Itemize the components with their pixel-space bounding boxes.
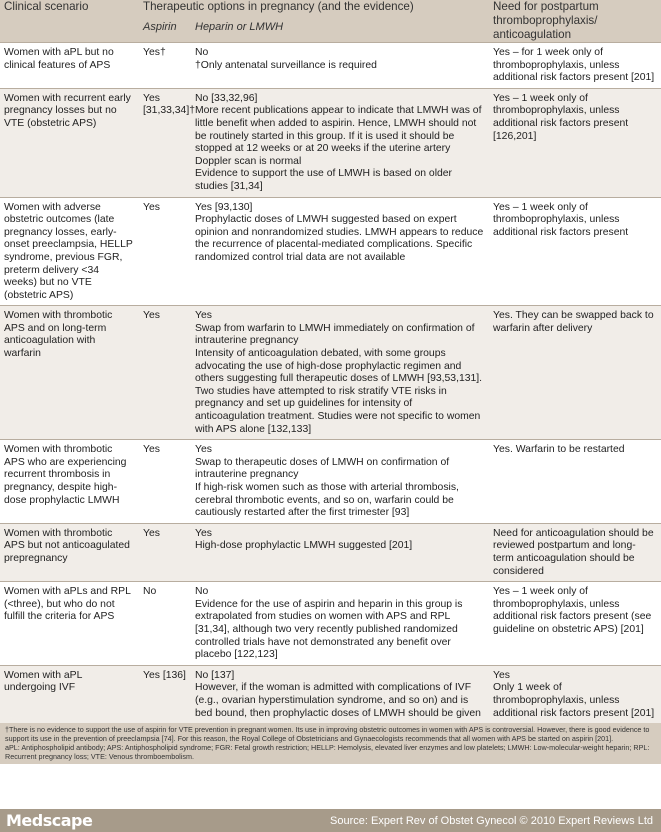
table-row — [0, 306, 661, 440]
table-row — [0, 440, 661, 524]
cell-postpartum: Yes – 1 week only of thromboprophylaxis, unless additional risk factors present — [489, 197, 661, 306]
cell-postpartum: Yes. Warfarin to be restarted — [489, 440, 661, 524]
heparin-line: Yes — [195, 444, 212, 456]
cell-scenario: Women with thrombotic APS and on long-term anticoagulation with warfarin — [0, 306, 139, 440]
heparin-line: More recent publications appear to indicate that LMWH was of little benefit when added to aspirin. Hence, LMWH should not be routinely started in this group. If it is used it should be stopped at 12 weeks or at 20 weeks if the uterine artery Doppler scan is normal — [195, 105, 482, 167]
cell-scenario: Women with aPL but no clinical features of APS — [0, 43, 139, 89]
cell-heparin — [191, 197, 489, 306]
cell-heparin — [191, 88, 489, 197]
heparin-line: No [137] — [195, 669, 235, 681]
cell-heparin — [191, 43, 489, 89]
cell-aspirin: Yes [31,33,34]† — [139, 88, 191, 197]
table-row — [0, 582, 661, 666]
footnote-box — [0, 723, 661, 764]
cell-aspirin: No — [139, 582, 191, 666]
cell-aspirin: Yes — [139, 306, 191, 440]
cell-scenario: Women with thrombotic APS but not anticoagulated prepregnancy — [0, 523, 139, 581]
heparin-line: No — [195, 586, 209, 598]
footnote-abbreviations: aPL: Antiphospholipid antibody; APS: Antiphospholipid syndrome; FGR: Fetal growth restriction; HELLP: Hemolysis, elevated liver enzymes and low platelets; LMWH: Low-molecular-weight heparin; RPL: Recurrent pregnancy loss; VTE: Venous thromboembolism. — [5, 743, 650, 762]
table-row — [0, 523, 661, 581]
footnote-dagger: †There is no evidence to support the use of aspirin for VTE prevention in pregnant women. Its use in improving obstetric outcomes in women with APS is controversial. However, there is good evidence to support its use in the prevention of preeclampsia [74]. For this reason, the Royal College of Obstetricians and Gynaecologists recommends that all women with APS be started on aspirin [201]. — [5, 725, 650, 744]
heparin-line: Yes [93,130] — [195, 201, 253, 213]
heparin-line: Evidence to support the use of LMWH is based on older studies [31,34] — [195, 168, 453, 192]
cell-scenario: Women with thrombotic APS who are experiencing recurrent thrombosis in pregnancy, despite high-dose prophylactic LMWH — [0, 440, 139, 524]
heparin-line: No [33,32,96] — [195, 92, 258, 104]
header-therapeutic-options: Therapeutic options in pregnancy (and the evidence) — [139, 0, 489, 20]
header-clinical-scenario: Clinical scenario — [0, 0, 139, 43]
cell-scenario: Women with adverse obstetric outcomes (late pregnancy losses, early-onset preeclampsia, HELLP syndrome, previous FGR, preterm delivery <34 weeks) but no VTE (obstetric APS) — [0, 197, 139, 306]
heparin-line: Yes — [195, 310, 212, 322]
cell-aspirin: Yes — [139, 440, 191, 524]
table-row — [0, 197, 661, 306]
cell-aspirin: Yes — [139, 523, 191, 581]
cell-scenario: Women with recurrent early pregnancy losses but no VTE (obstetric APS) — [0, 88, 139, 197]
table-row — [0, 665, 661, 723]
medscape-logo: Medscape — [6, 811, 93, 830]
cell-heparin — [191, 665, 489, 723]
cell-postpartum: Yes – 1 week only of thromboprophylaxis, unless additional risk factors present [126,201] — [489, 88, 661, 197]
header-heparin: Heparin or LMWH — [191, 20, 489, 42]
cell-postpartum: Yes. They can be swapped back to warfarin after delivery — [489, 306, 661, 440]
table-row — [0, 43, 661, 89]
heparin-line: Intensity of anticoagulation debated, with some groups advocating the use of high-dose prophylactic regimen and others suggesting full therapeutic doses of LMWH [93,53,131]. Two studies have attempted to risk stratify VTE risks in pregnancy and set up guidelines for intensity of anticoagulation treatment. Studies were not specific to women with APS alone [132,133] — [195, 348, 483, 435]
header-aspirin: Aspirin — [139, 20, 191, 42]
table-row — [0, 88, 661, 197]
cell-heparin — [191, 523, 489, 581]
source-credit: Source: Expert Rev of Obstet Gynecol © 2010 Expert Reviews Ltd — [330, 814, 653, 827]
heparin-line: However, if the woman is admitted with complications of IVF (e.g., ovarian hyperstimulation syndrome, and so on) and is bed bound, then prophylactic doses of LMWH should be given — [195, 682, 481, 719]
cell-aspirin: Yes [136] — [139, 665, 191, 723]
heparin-line: Yes — [195, 527, 212, 539]
cell-scenario: Women with aPL undergoing IVF — [0, 665, 139, 723]
cell-scenario: Women with aPLs and RPL (<three), but who do not fulfill the criteria for APS — [0, 582, 139, 666]
heparin-line: †Only antenatal surveillance is required — [195, 59, 377, 71]
heparin-line: Swap to therapeutic doses of LMWH on confirmation of intrauterine pregnancy — [195, 456, 450, 481]
heparin-line: Evidence for the use of aspirin and heparin in this group is extrapolated from studies on women with APS and RPL [31,34], although two very recently published randomized controlled trials have not demonstrated any benefit over placebo [122,123] — [195, 598, 463, 661]
cell-aspirin: Yes† — [139, 43, 191, 89]
heparin-line: If high-risk women such as those with arterial thrombosis, cerebral thrombotic events, and so on, warfarin could be cautiously restarted after the first trimester [93] — [195, 482, 459, 519]
header-postpartum: Need for postpartum thromboprophylaxis/ anticoagulation — [489, 0, 661, 43]
cell-postpartum: Yes Only 1 week of thromboprophylaxis, unless additional risk factors present [201] — [489, 665, 661, 723]
cell-heparin — [191, 582, 489, 666]
cell-aspirin: Yes — [139, 197, 191, 306]
cell-postpartum: Yes – for 1 week only of thromboprophylaxis, unless additional risk factors present [201] — [489, 43, 661, 89]
cell-heparin — [191, 440, 489, 524]
heparin-line: High-dose prophylactic LMWH suggested [201] — [195, 540, 413, 552]
cell-postpartum: Yes – 1 week only of thromboprophylaxis, unless additional risk factors present (see guideline on obstetric APS) [201] — [489, 582, 661, 666]
brand-bar — [0, 809, 661, 832]
table-header — [0, 0, 661, 43]
heparin-line: Prophylactic doses of LMWH suggested based on expert opinion and nonrandomized studies. LMWH appears to reduce the recurrence of placental-mediated complications. Specific randomized control trial data are not available — [195, 214, 484, 263]
cell-postpartum: Need for anticoagulation should be reviewed postpartum and long-term anticoagulation should be considered — [489, 523, 661, 581]
table-body — [0, 43, 661, 724]
heparin-line: No — [195, 47, 209, 58]
cell-heparin — [191, 306, 489, 440]
heparin-line: Swap from warfarin to LMWH immediately on confirmation of intrauterine pregnancy — [195, 322, 475, 347]
